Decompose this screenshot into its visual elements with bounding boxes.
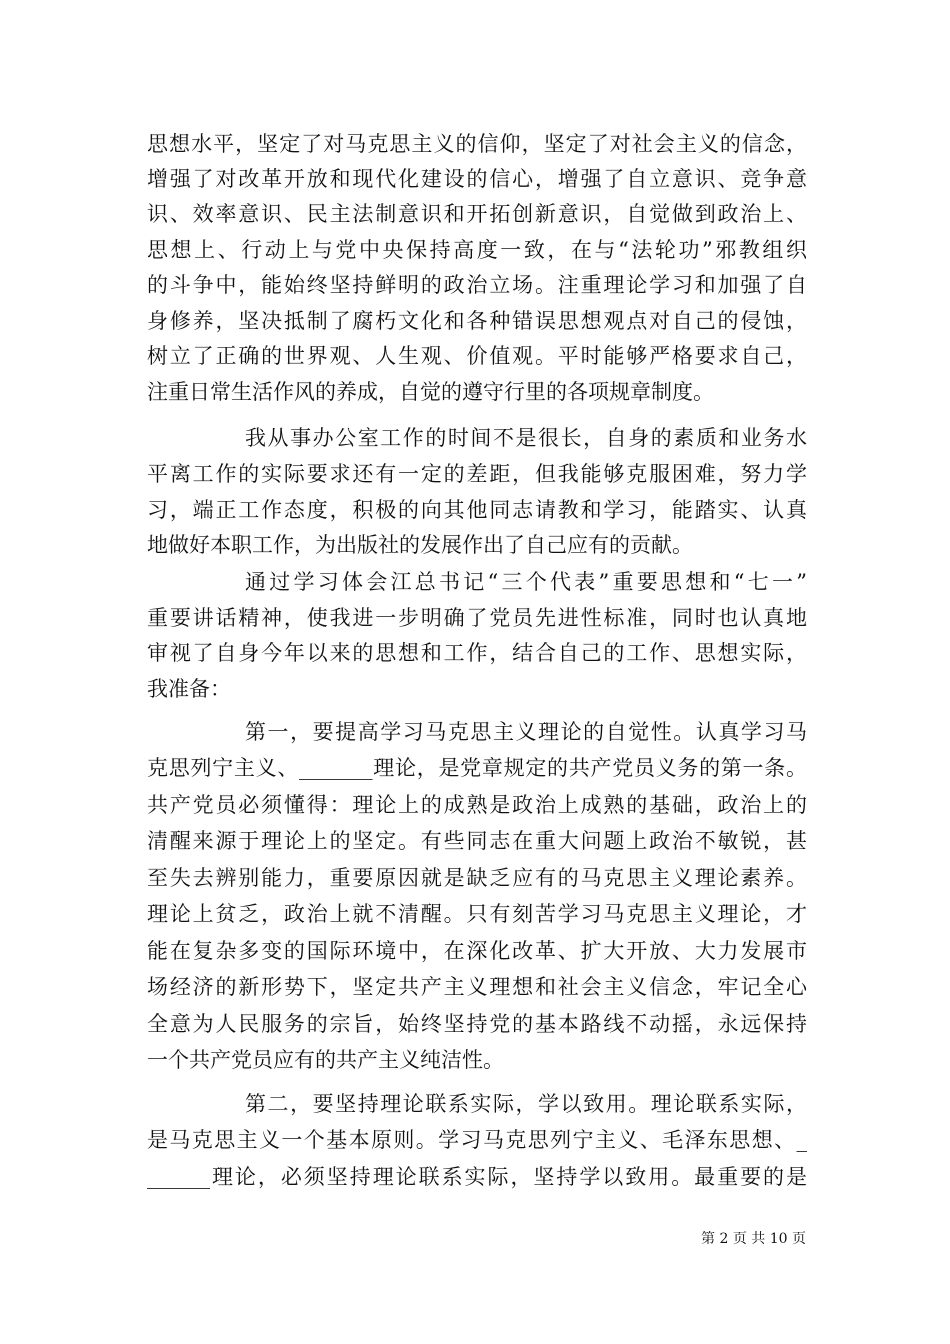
- body-text-line: 身修养，坚决抵制了腐朽文化和各种错误思想观点对自己的侵蚀，: [147, 309, 807, 333]
- body-text-line: 能在复杂多变的国际环境中，在深化改革、扩大开放、大力发展市: [147, 939, 807, 963]
- page-number-footer: 第 2 页 共 10 页: [701, 1231, 806, 1247]
- body-text-line: ______理论，必须坚持理论联系实际，坚持学以致用。最重要的是: [147, 1165, 807, 1189]
- body-text-line: 增强了对改革开放和现代化建设的信心，增强了自立意识、竞争意: [147, 167, 807, 191]
- body-text-line: 是马克思主义一个基本原则。学习马克思列宁主义、毛泽东思想、_: [147, 1128, 807, 1152]
- body-text-line: 思想水平，坚定了对马克思主义的信仰，坚定了对社会主义的信念，: [147, 132, 807, 156]
- body-text-line: 地做好本职工作，为出版社的发展作出了自己应有的贡献。: [147, 533, 693, 557]
- body-text-line: 理论上贫乏，政治上就不清醒。只有刻苦学习马克思主义理论，才: [147, 902, 807, 926]
- body-text-line: 至失去辨别能力，重要原因就是缺乏应有的马克思主义理论素养。: [147, 866, 807, 890]
- body-text-line: 我准备：: [147, 677, 231, 701]
- body-text-line: 平离工作的实际要求还有一定的差距，但我能够克服困难，努力学: [147, 462, 807, 486]
- body-text-line: 树立了正确的世界观、人生观、价值观。平时能够严格要求自己，: [147, 344, 807, 368]
- paragraph-first-line: 我从事办公室工作的时间不是很长，自身的素质和业务水: [245, 426, 807, 450]
- body-text-line: 一个共产党员应有的共产主义纯洁性。: [147, 1048, 504, 1072]
- paragraph-first-line: 第二，要坚持理论联系实际，学以致用。理论联系实际，: [245, 1092, 807, 1116]
- paragraph-first-line: 第一，要提高学习马克思主义理论的自觉性。认真学习马: [245, 720, 807, 744]
- paragraph-first-line: 通过学习体会江总书记“三个代表”重要思想和“七一”: [245, 570, 807, 594]
- body-text-line: 共产党员必须懂得：理论上的成熟是政治上成熟的基础，政治上的: [147, 793, 807, 817]
- body-text-line: 识、效率意识、民主法制意识和开拓创新意识，自觉做到政治上、: [147, 202, 807, 226]
- body-text-line: 清醒来源于理论上的坚定。有些同志在重大问题上政治不敏锐，甚: [147, 829, 807, 853]
- body-text-line: 克思列宁主义、_______理论，是党章规定的共产党员义务的第一条。: [147, 756, 807, 780]
- body-text-line: 的斗争中，能始终坚持鲜明的政治立场。注重理论学习和加强了自: [147, 273, 807, 297]
- body-text-line: 重要讲话精神，使我进一步明确了党员先进性标准，同时也认真地: [147, 606, 807, 630]
- body-text-line: 全意为人民服务的宗旨，始终坚持党的基本路线不动摇，永远保持: [147, 1012, 807, 1036]
- body-text-line: 场经济的新形势下，坚定共产主义理想和社会主义信念，牢记全心: [147, 975, 807, 999]
- body-text-line: 注重日常生活作风的养成，自觉的遵守行里的各项规章制度。: [147, 380, 714, 404]
- body-text-line: 习，端正工作态度，积极的向其他同志请教和学习，能踏实、认真: [147, 498, 807, 522]
- body-text-line: 思想上、行动上与党中央保持高度一致，在与“法轮功”邪教组织: [147, 238, 807, 262]
- body-text-line: 审视了自身今年以来的思想和工作，结合自己的工作、思想实际，: [147, 641, 807, 665]
